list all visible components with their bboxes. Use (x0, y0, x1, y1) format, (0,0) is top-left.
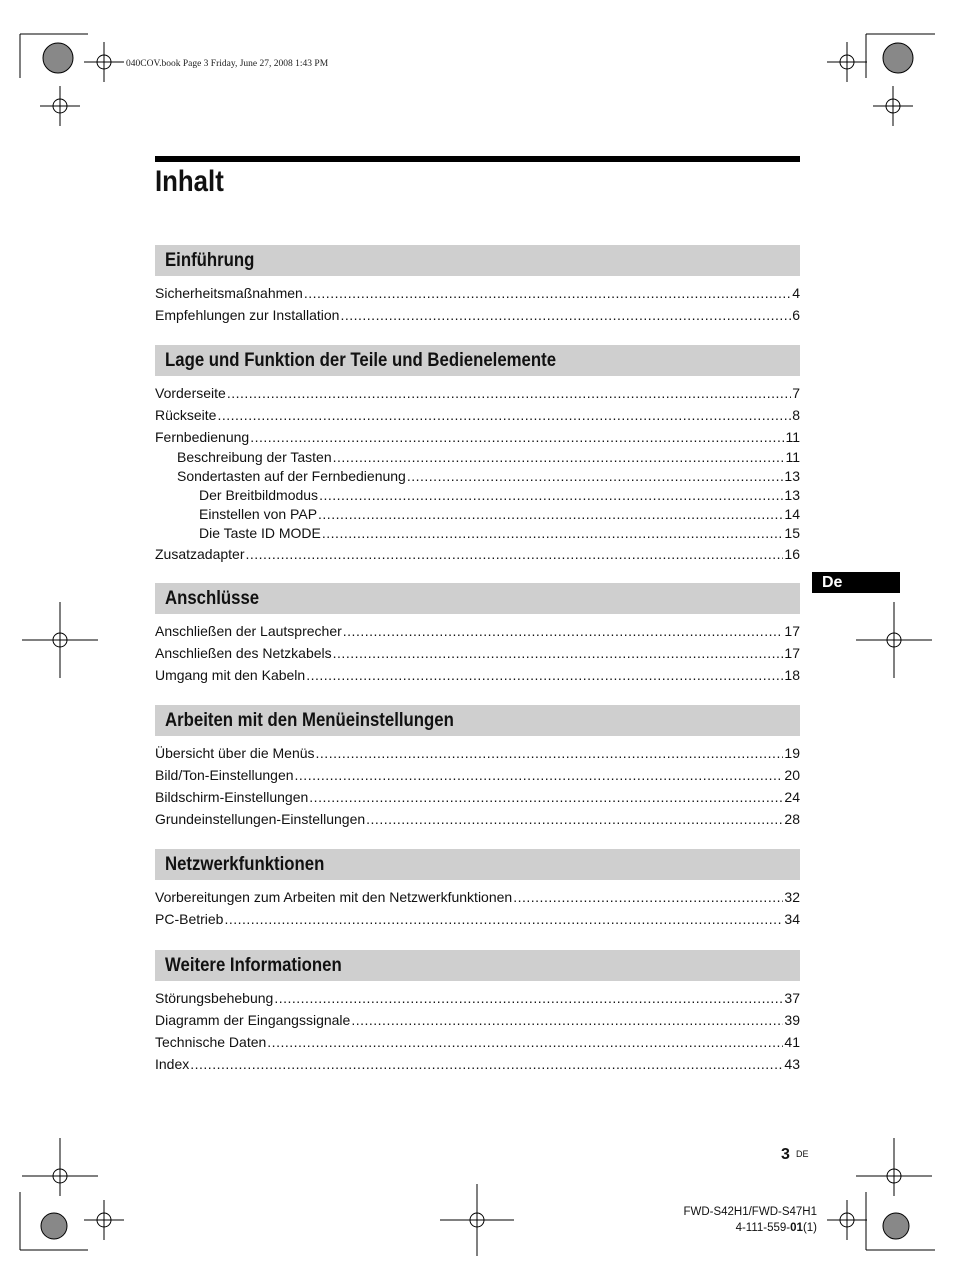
toc-entry[interactable]: Sicherheitsmaßnahmen ..... 4 (155, 282, 800, 304)
page-number: 3 (781, 1146, 790, 1163)
toc-subentry[interactable]: Einstellen von PAP ..... 14 (155, 505, 800, 524)
page-title: Inhalt (155, 165, 224, 198)
toc-subentry[interactable]: Beschreibung der Tasten ..... 11 (155, 448, 800, 467)
toc-entry[interactable]: Diagramm der Eingangssignale ..... 39 (155, 1009, 800, 1031)
toc-entry[interactable]: Übersicht über die Menüs ..... 19 (155, 742, 800, 764)
document-number: 4-111-559-01(1) (735, 1222, 817, 1234)
toc-entry[interactable]: Vorbereitungen zum Arbeiten mit den Netzwerkfunktionen ..... 32 (155, 886, 800, 908)
toc-subentry[interactable]: Der Breitbildmodus ..... 13 (155, 486, 800, 505)
toc-entry[interactable]: Bildschirm-Einstellungen ..... 24 (155, 786, 800, 808)
section-heading: Weitere Informationen (155, 950, 800, 981)
toc-subentry[interactable]: Sondertasten auf der Fernbedienung ..... 13 (155, 467, 800, 486)
section-heading: Arbeiten mit den Menüeinstellungen (155, 705, 800, 736)
toc-subentry[interactable]: Die Taste ID MODE ..... 15 (155, 524, 800, 543)
section-netzwerkfunktionen (155, 849, 800, 930)
toc-entry[interactable]: Empfehlungen zur Installation ..... 6 (155, 304, 800, 326)
model-number: FWD-S42H1/FWD-S47H1 (683, 1206, 817, 1218)
toc-entry[interactable]: PC-Betrieb ..... 34 (155, 908, 800, 930)
toc-entry[interactable]: Rückseite ..... 8 (155, 404, 800, 426)
section-einfuehrung (155, 245, 800, 326)
toc-entry[interactable]: Technische Daten ..... 41 (155, 1031, 800, 1053)
language-tab: De (812, 572, 900, 593)
print-info-header: 040COV.book Page 3 Friday, June 27, 2008 1:43 PM (126, 59, 329, 69)
section-heading: Netzwerkfunktionen (155, 849, 800, 880)
section-heading: Lage und Funktion der Teile und Bedienelemente (155, 345, 800, 376)
toc-entry[interactable]: Vorderseite ..... 7 (155, 382, 800, 404)
toc-entry[interactable]: Index ..... 43 (155, 1053, 800, 1075)
section-menueeinstellungen (155, 705, 800, 830)
toc-entry[interactable]: Grundeinstellungen-Einstellungen ..... 28 (155, 808, 800, 830)
section-lage-und-funktion (155, 345, 800, 565)
toc-entry[interactable]: Anschließen der Lautsprecher ..... 17 (155, 620, 800, 642)
toc-entry[interactable]: Fernbedienung ..... 11 (155, 426, 800, 448)
section-anschluesse (155, 583, 800, 686)
toc-entry[interactable]: Umgang mit den Kabeln ..... 18 (155, 664, 800, 686)
section-weitere-informationen (155, 950, 800, 1075)
toc-entry[interactable]: Anschließen des Netzkabels ..... 17 (155, 642, 800, 664)
title-rule (155, 156, 800, 162)
toc-entry[interactable]: Zusatzadapter ..... 16 (155, 543, 800, 565)
toc-entry[interactable]: Störungsbehebung ..... 37 (155, 987, 800, 1009)
section-heading: Einführung (155, 245, 800, 276)
page-language: DE (796, 1149, 809, 1159)
toc-entry[interactable]: Bild/Ton-Einstellungen ..... 20 (155, 764, 800, 786)
section-heading: Anschlüsse (155, 583, 800, 614)
